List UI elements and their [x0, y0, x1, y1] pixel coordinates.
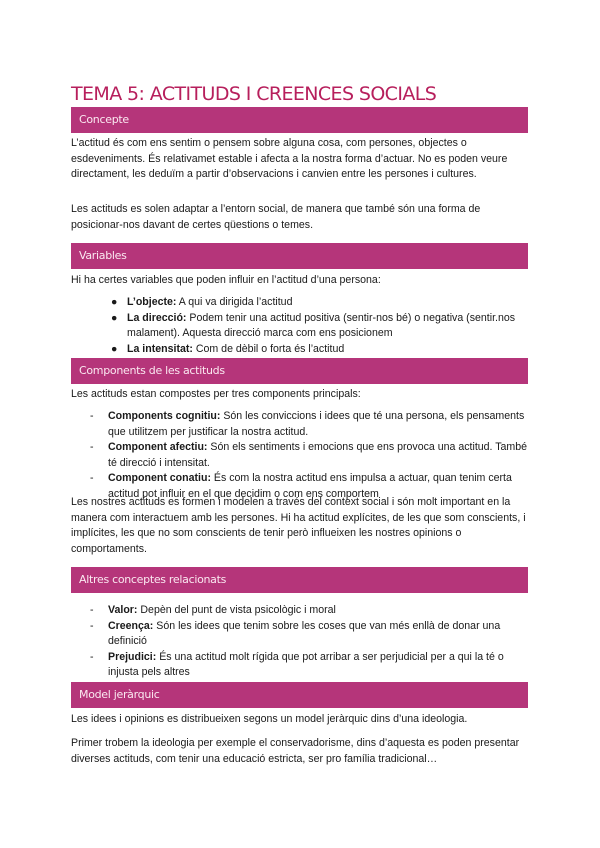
altres-list [71, 603, 531, 681]
section-heading-components: Components de les actituds [71, 358, 528, 384]
item-term: Prejudici: [108, 650, 157, 663]
item-term: L’objecte: [127, 296, 177, 308]
bullet-marker: ● [111, 342, 118, 355]
section-heading-altres-conceptes: Altres conceptes relacionats [71, 567, 528, 593]
item-text: Depèn del punt de vista psicològic i moral [137, 604, 336, 616]
item-term: Component afectiu: [108, 441, 208, 453]
item-term: La intensitat: [127, 342, 193, 355]
item-term: Components cognitiu: [108, 410, 221, 422]
item-text: És una actitud molt rígida que pot arribar a ser perjudicial per a qui la té o injusta pels altres [108, 650, 504, 678]
item-term: Valor: [108, 604, 138, 616]
list-item [71, 409, 531, 440]
item-text: Podem tenir una actitud positiva (sentir-nos bé) o negativa (sentir.nos malament). Aquesta direcció marca com ens posicionem [127, 311, 516, 339]
item-text: A qui va dirigida l’actitud [176, 296, 293, 308]
dash-marker: - [90, 472, 94, 484]
list-item [71, 440, 531, 471]
item-term: La direcció: [127, 311, 187, 324]
variables-intro: Hi ha certes variables que poden influir en l’actitud d’una persona: [71, 274, 381, 286]
components-outro: Les nostres actituds es formen i modelen a través del context social i són molt important en la manera com interactuem amb les persones. Hi ha actitud explícites, de les que som conscients, i implícites, les que no som conscients de tenir però influeixen les nostres opinions o comportaments. [71, 496, 526, 555]
item-text: Com de dèbil o forta és l’actitud [192, 342, 345, 355]
model-paragraph-1: Les idees i opinions es distribueixen segons un model jeràrquic dins d’una ideologia. [71, 713, 468, 725]
section-heading-concepte: Concepte [71, 107, 528, 133]
dash-marker: - [90, 441, 94, 453]
model-paragraph-2: Primer trobem la ideologia per exemple el conservadorisme, dins d’aquesta es poden presentar diverses actituds, com tenir una educació estricta, ser pro família tradicional… [71, 737, 520, 765]
list-item [71, 311, 531, 342]
list-item [71, 295, 531, 311]
components-list [71, 409, 531, 502]
variables-list [71, 295, 531, 357]
item-term: Creença: [108, 619, 154, 632]
dash-marker: - [90, 410, 94, 422]
bullet-marker: ● [111, 296, 118, 308]
dash-marker: - [90, 604, 94, 616]
item-term: Component conatiu: [108, 472, 211, 484]
list-item [71, 603, 531, 619]
item-text: Són les idees que tenim sobre les coses que van més enllà de donar una definició [108, 619, 501, 647]
item-text: És com la nostra actitud ens impulsa a actuar, quan tenim certa actitud pot influir en el que decidim o com ens comportem [108, 472, 512, 500]
concepte-paragraph-1: L’actitud és com ens sentim o pensem sobre alguna cosa, com persones, objectes o esdeveniments. És relativamet estable i afecta a la nostra forma d’actuar. No es poden veure directament, les deduïm a partir d’observacions i canvien entre les persones i cultures. [71, 137, 508, 180]
item-text: Són els sentiments i emocions que ens provoca una actitud. També té direcció i intensitat. [108, 441, 528, 469]
dash-marker: - [90, 650, 94, 663]
item-text: Són les conviccions i idees que té una persona, els pensaments que utilitzem per justificar la nostra actitud. [108, 410, 525, 438]
list-item [71, 342, 531, 358]
components-intro: Les actituds estan compostes per tres components principals: [71, 388, 361, 400]
list-item [71, 650, 531, 681]
section-heading-variables: Variables [71, 243, 528, 269]
concepte-paragraph-2: Les actituds es solen adaptar a l’entorn social, de manera que també són una forma de posicionar-nos davant de certes qüestions o temes. [71, 203, 481, 231]
page-title: TEMA 5: ACTITUDS I CREENCES SOCIALS [71, 82, 437, 105]
section-heading-model-jerarquic: Model jeràrquic [71, 682, 528, 708]
dash-marker: - [90, 619, 94, 632]
bullet-marker: ● [111, 311, 118, 324]
list-item [71, 619, 531, 650]
